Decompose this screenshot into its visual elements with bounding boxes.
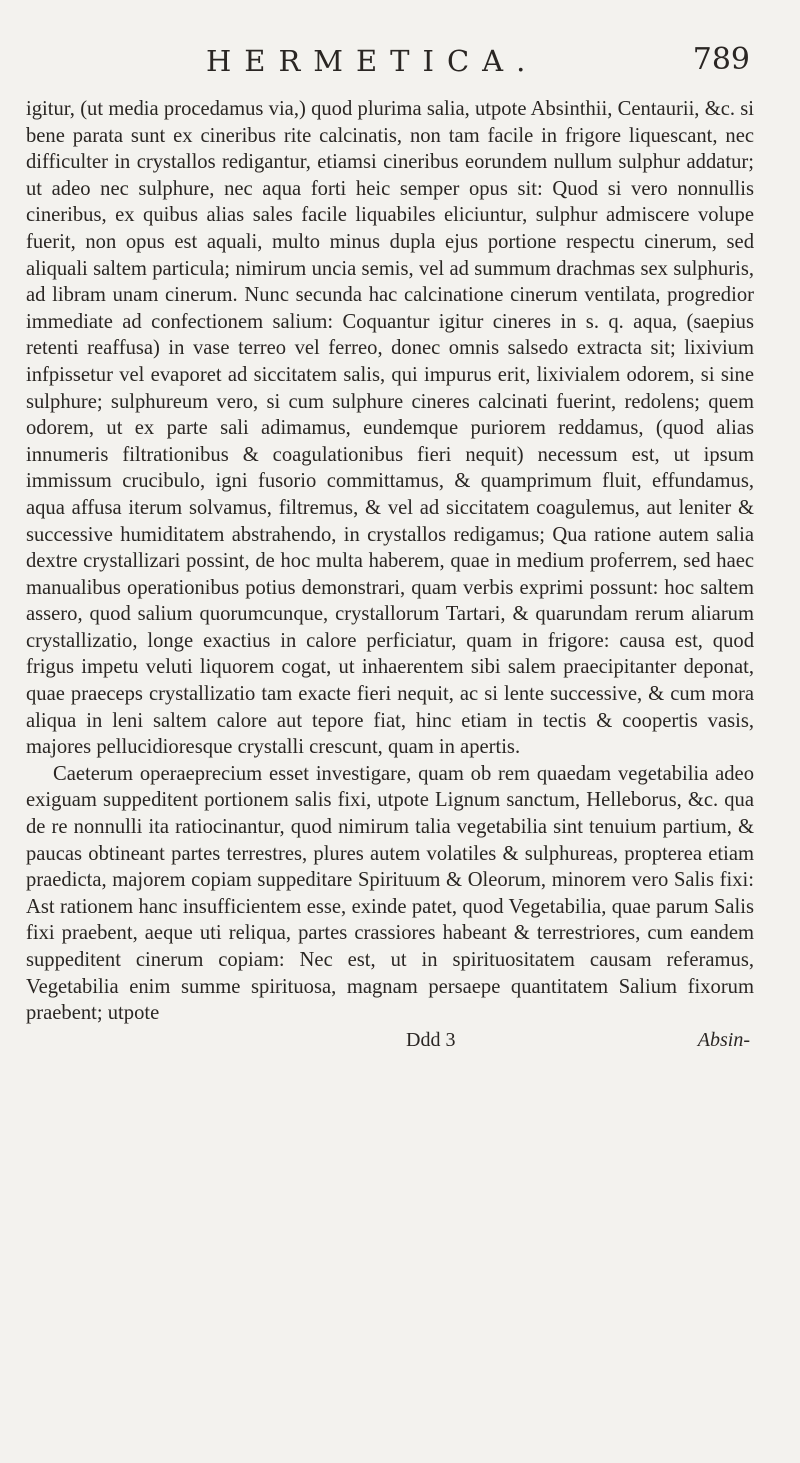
- paragraph: igitur, (ut media procedamus via,) quod plurima salia, utpote Absinthii, Centaurii, &c. si bene parata sunt ex cineribus rite calcinatis, non tam facile in frigore liquescant, nec difficulter in crystallos redigantur, etiamsi cineribus eorundem nullum sulphur addatur; ut adeo nec sulphure, nec aqua forti heic semper opus sit: Quod si vero nonnullis cineribus, ex quibus alias sales facile liquabiles eliciuntur, sulphur admiscere volupe fuerit, non opus est aquali, multo minus dupla ejus portione respectu cinerum, sed aliquali saltem particula; nimirum uncia semis, vel ad summum drachmas sex sulphuris, ad libram unam cinerum. Nunc secunda hac calcinatione cinerum ventilata, progredior immediate ad confectionem salium: Coquantur igitur cineres in s. q. aqua, (saepius retenti reaffusa) in vase terreo vel ferreo, donec omnis salsedo extracta sit; lixivium infpissetur vel evaporet ad siccitatem salis, qui impurus erit, lixivialem odorem, si sine sulphure; sulphureum vero, si cum sulphure cineres calcinati fuerint, redolens; quem odorem, ut ex parte sali adimamus, eundemque puriorem reddamus, (quod alias innumeris filtrationibus & coagulationibus fieri nequit) necessum est, ut ipsum immissum crucibulo, igni fusorio committamus, & quamprimum fluit, effundamus, aqua affusa iterum solvamus, filtremus, & vel ad siccitatem coagulemus, aut leniter & successive humiditatem abstrahendo, in crystallos redigamus; Qua ratione autem salia dextre crystallizari possint, de hoc multa haberem, quae in medium proferrem, sed haec manualibus operationibus potius demonstrari, quam verbis exprimi possunt: hoc saltem assero, quod salium quorumcunque, crystallorum Tartari, & quarundam rerum aliarum crystallizatio, longe exactius in calore perficiatur, quam in frigore: causa est, quod frigus impetu veluti liquorem cogat, ut inhaerentem sibi salem praecipitanter deponat, quae praeceps crystallizatio tam exacte fieri nequit, ac si lente successive, & cum mora aliqua in leni saltem calore aut tepore fiat, hinc etiam in tectis & coopertis vasis, majores pellucidioresque crystalli crescunt, quam in apertis.: [26, 98, 754, 759]
- page-number: 789: [692, 42, 750, 77]
- catchword: Absin-: [697, 1028, 750, 1051]
- paragraph: Caeterum operaeprecium esset investigare, quam ob rem quaedam vegetabilia adeo exiguam suppeditent portionem salis fixi, utpote Lignum sanctum, Helleborus, &c. qua de re nonnulli ita ratiocinantur, quod nimirum talia vegetabilia sint tenuium partium, & paucas obtineant partes terrestres, plures autem volatiles & sulphureas, propterea etiam praedicta, majorem copiam suppeditare Spirituum & Oleorum, minorem vero Salis fixi: Ast rationem hanc insufficientem esse, exinde patet, quod Vegetabilia, quae parum Salis fixi praebent, aeque uti reliqua, partes crassiores habeant & terrestriores, cum eandem suppeditent cinerum copiam: Nec est, ut in spirituositatem causam referamus, Vegetabilia enim summe spirituosa, magnam persaepe quantitatem Salium fixorum praebent; utpote: [26, 762, 754, 1025]
- body-text: [26, 96, 754, 1027]
- page-footer: [26, 1029, 754, 1059]
- page-header: [26, 38, 754, 90]
- running-head: HERMETICA.: [206, 44, 539, 78]
- signature-mark: Ddd 3: [406, 1028, 456, 1051]
